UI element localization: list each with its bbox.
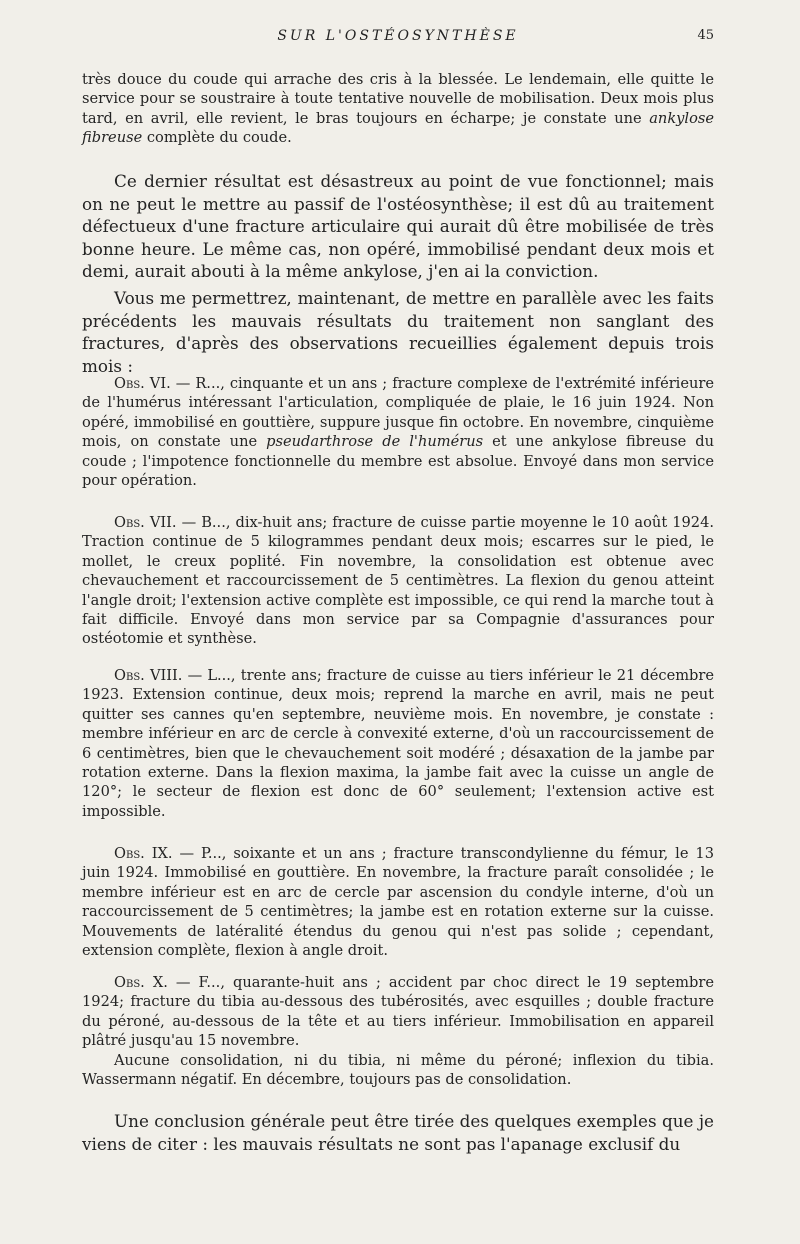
conclusion-paragraph: Une conclusion générale peut être tirée des quelques exemples que je viens de citer : les mauvais résultats ne sont pas l'apanage exclusif du [82,1111,714,1154]
comparison-paragraph: Vous me permettrez, maintenant, de mettre en parallèle avec les faits précédents les mauvais résultats du traitement non sanglant des fractures, d'après des observations recueillies également depuis trois mois : [82,288,714,376]
observation-10 [82,973,714,1089]
obs-text: — B..., dix-huit ans; fracture de cuisse partie moyenne le 10 août 1924. Traction continue de 5 kilogrammes pendant deux mois; escarres sur le pied, le mollet, le creux poplité. Fin novembre, la consolidation est obtenue avec chevauchement et raccourcissement de 5 centimètres. La flexion du genou atteint l'angle droit; l'extension active complète est impossible, ce qui rend la marche tout à fait difficile. Envoyé dans mon service par sa Compagnie d'assurances pour ostéotomie et synthèse. [82,514,714,648]
obs-italic-term: pseudarthrose de l'humérus [266,433,484,451]
result-paragraph: Ce dernier résultat est désastreux au point de vue fonctionnel; mais on ne peut le mettre au passif de l'ostéosynthèse; il est dû au traitement défectueux d'une fracture articulaire qui aurait dû être mobilisée de très bonne heure. Le même cas, non opéré, immobilisé pendant deux mois et demi, aurait abouti à la même ankylose, j'en ai la conviction. [82,171,714,282]
obs-label: Obs. IX. [114,845,173,862]
obs-label: Obs. VII. [114,514,177,531]
obs-label: Obs. X. [114,974,168,991]
observation-9 [82,844,714,960]
observation-6 [82,374,714,490]
page-header [82,28,714,50]
obs-text: — P..., soixante et un ans ; fracture transcondylienne du fémur, le 13 juin 1924. Immobilisé en gouttière. En novembre, la fracture paraît consolidée ; le membre inférieur est en arc de cercle par ascension du condyle interne, d'où un raccourcissement de 5 centimètres; la jambe est en rotation externe sur la cuisse. Mouvements de latéralité étendus du genou qui n'est pas solide ; cependant, extension complète, flexion à angle droit. [82,845,714,960]
obs-continuation: Aucune consolidation, ni du tibia, ni même du péroné; inflexion du tibia. Wassermann négatif. En décembre, toujours pas de consolidation. [82,1051,714,1089]
intro-italic-term: ankylose fibreuse [82,109,714,147]
obs-text: — F..., quarante-huit ans ; accident par choc direct le 19 septembre 1924; fracture du tibia au-dessous des tubérosités, avec esquilles ; double fracture du péroné, au-dessous de la tête et au tiers inférieur. Immobilisation en appareil plâtré jusqu'au 15 novembre. [82,974,714,1050]
intro-text-start: très douce du coude qui arrache des cris à la blessée. Le lendemain, elle quitte le service pour se soustraire à toute tentative nouvelle de mobilisation. Deux mois plus tard, en avril, elle revient, le bras toujours en écharpe; je constate une [82,71,714,127]
obs-label: Obs. VI. [114,375,171,392]
page-number: 45 [697,28,714,43]
obs-text: — R..., cinquante et un ans ; fracture complexe de l'extrémité inférieure de l'humérus intéressant l'articulation, compliquée de plaie, le 16 juin 1924. Non opéré, immobilisé en gouttière, suppure jusque fin octobre. En novembre, cinquième mois, on constate une [82,375,714,451]
observation-7 [82,513,714,649]
observation-8 [82,666,714,821]
running-title: SUR L'OSTÉOSYNTHÈSE [277,28,519,44]
obs-text-end: et une ankylose fibreuse du coude ; l'impotence fonctionnelle du membre est absolue. Envoyé dans mon service pour opération. [82,433,714,490]
obs-text: — L..., trente ans; fracture de cuisse au tiers inférieur le 21 décembre 1923. Extension continue, deux mois; reprend la marche en avril, mais ne peut quitter ses cannes qu'en septembre, neuvième mois. En novembre, je constate : membre inférieur en arc de cercle à convexité externe, d'où un raccourcissement de 6 centimètres, bien que le chevauchement soit modéré ; désaxation de la jambe par rotation externe. Dans la flexion maxima, la jambe fait avec la cuisse un angle de 120°; le secteur de flexion est donc de 60° seulement; l'extension active est impossible. [82,667,714,820]
intro-paragraph [82,70,714,148]
intro-text-end: complète du coude. [142,129,292,147]
obs-label: Obs. VIII. [114,667,183,684]
